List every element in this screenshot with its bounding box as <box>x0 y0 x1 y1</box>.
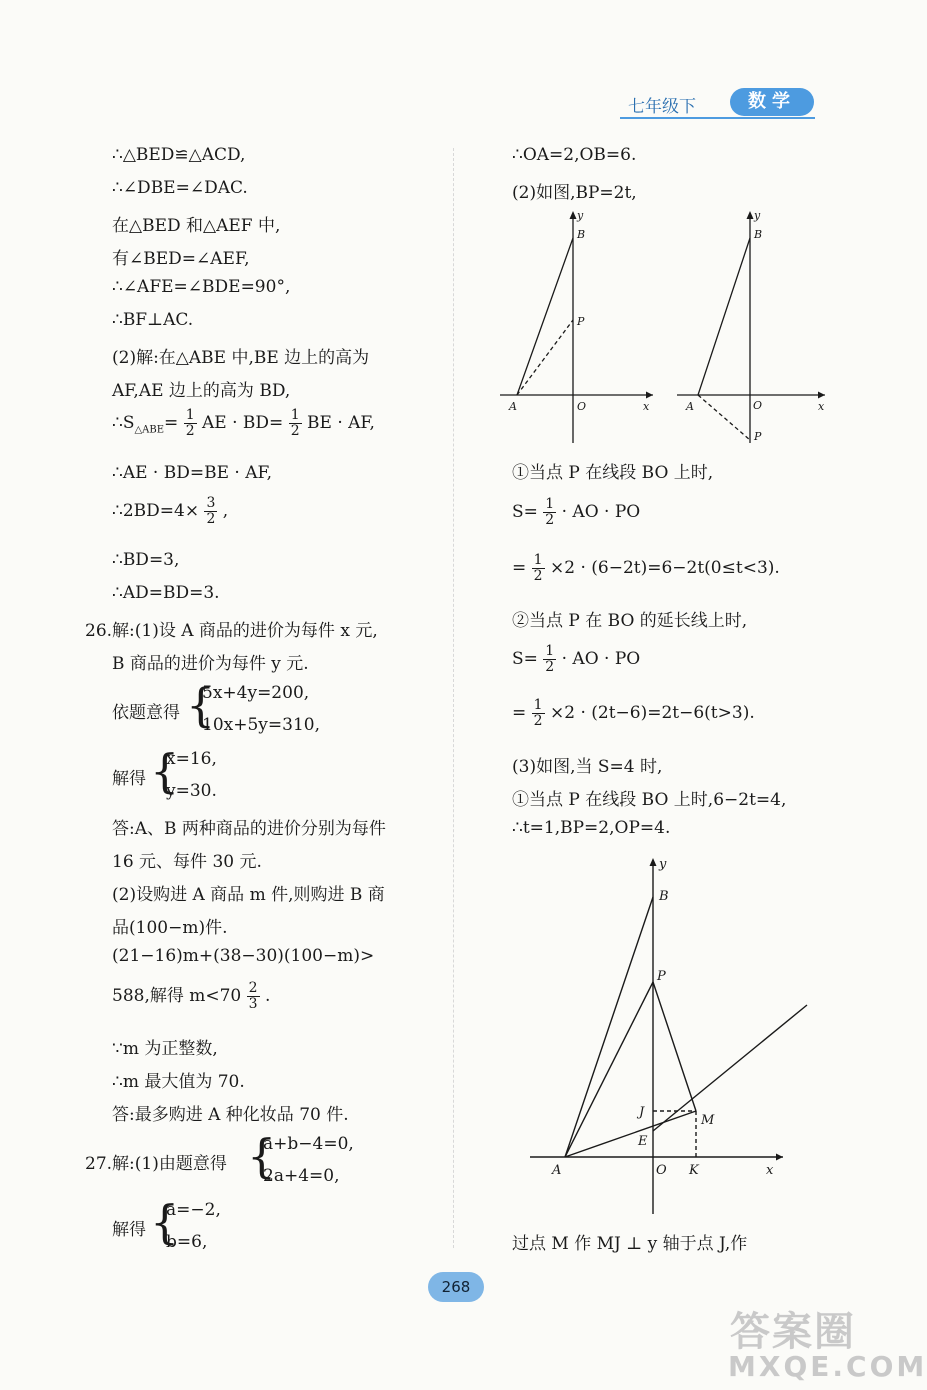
axis-label: y <box>754 209 761 222</box>
text-line: 过点 M 作 MJ ⊥ y 轴于点 J,作 <box>512 1234 748 1254</box>
text-line: AF,AE 边上的高为 BD, <box>112 381 291 401</box>
axis-label: x <box>766 1163 774 1178</box>
point-label: O <box>656 1163 667 1178</box>
point-label: O <box>577 400 587 413</box>
watermark-logo: 答案圈 <box>730 1309 856 1355</box>
equation: a+b−4=0, <box>263 1134 354 1154</box>
point-label: O <box>753 399 763 412</box>
text-line: ∴m 最大值为 70. <box>112 1072 245 1092</box>
text-line: 解得 <box>112 769 146 789</box>
fraction: $\frac{1}{2}$ <box>545 643 555 675</box>
text-line: ∴∠DBE=∠DAC. <box>112 178 248 198</box>
brace-icon: { <box>150 744 180 798</box>
watermark-url: MXQE.COM <box>728 1350 927 1383</box>
equation: 5x+4y=200, <box>202 683 310 703</box>
fraction: $\frac{3}{2}$ <box>206 495 216 527</box>
figure-p-on-bo <box>495 205 840 455</box>
text-line: (2)解:在△ABE 中,BE 边上的高为 <box>112 348 370 368</box>
figure-2-labels <box>685 209 825 443</box>
fraction: $\frac{1}{2}$ <box>533 697 543 729</box>
text-line: ∴BD=3, <box>112 550 180 570</box>
text-line: ∴2BD=4× $\frac{3}{2}$ , <box>112 495 229 527</box>
text-line: 在△BED 和△AEF 中, <box>112 216 281 236</box>
text-line: 答:最多购进 A 种化妆品 70 件. <box>112 1105 349 1125</box>
text-line: ①当点 P 在线段 BO 上时,6−2t=4, <box>512 790 787 810</box>
text-line: (2)设购进 A 商品 m 件,则购进 B 商 <box>112 885 385 905</box>
fraction: $\frac{2}{3}$ <box>248 980 258 1012</box>
equation: 10x+5y=310, <box>202 715 320 735</box>
axis-label: y <box>577 209 584 222</box>
grade-label: 七年级下 <box>628 97 696 117</box>
text-line: ∴BF⊥AC. <box>112 310 194 330</box>
text-line: ∴OA=2,OB=6. <box>512 145 637 165</box>
equation: 2a+4=0, <box>263 1166 340 1186</box>
column-divider <box>453 148 454 1248</box>
axis-label: x <box>643 400 650 413</box>
text-line: S= $\frac{1}{2}$ · AO · PO <box>512 643 641 675</box>
equation: b=6, <box>166 1232 208 1252</box>
text-line: B 商品的进价为每件 y 元. <box>112 654 309 674</box>
text-line: ②当点 P 在 BO 的延长线上时, <box>512 611 748 631</box>
brace-icon: { <box>247 1129 277 1183</box>
question-27: 27.解:(1)由题意得 <box>85 1154 227 1174</box>
fraction: $\frac{1}{2}$ <box>185 407 195 439</box>
point-label: A <box>552 1163 562 1178</box>
text-line: 依题意得 <box>112 703 180 723</box>
axis-label: y <box>659 857 667 872</box>
text-line: (2)如图,BP=2t, <box>512 183 637 203</box>
figure-1-labels <box>508 209 650 413</box>
fraction: $\frac{1}{2}$ <box>533 552 543 584</box>
brace-icon: { <box>186 678 216 732</box>
point-label: E <box>638 1134 648 1149</box>
text-line: ∴∠AFE=∠BDE=90°, <box>112 277 291 297</box>
point-label: A <box>509 400 517 413</box>
brace-icon: { <box>150 1195 180 1249</box>
text-line: 答:A、B 两种商品的进价分别为每件 <box>112 819 386 839</box>
fraction: $\frac{1}{2}$ <box>290 407 300 439</box>
equation: a=−2, <box>166 1200 221 1220</box>
text-line: = $\frac{1}{2}$ ×2 · (6−2t)=6−2t(0≤t<3). <box>512 552 780 584</box>
point-label: K <box>689 1163 699 1178</box>
equation: y=30. <box>166 781 217 801</box>
point-label: P <box>577 315 585 328</box>
text-line: ∴t=1,BP=2,OP=4. <box>512 818 671 838</box>
page-header <box>620 88 815 122</box>
text-line: ①当点 P 在线段 BO 上时, <box>512 463 714 483</box>
point-label: B <box>577 228 586 241</box>
point-label: M <box>701 1113 715 1128</box>
point-label: B <box>659 889 669 904</box>
point-label: A <box>686 400 694 413</box>
text-line: ∴AE · BD=BE · AF, <box>112 463 273 483</box>
text-line: (3)如图,当 S=4 时, <box>512 757 663 777</box>
text-line: 16 元、每件 30 元. <box>112 852 262 872</box>
text-line: 有∠BED=∠AEF, <box>112 249 250 269</box>
text-line: 解得 <box>112 1220 146 1240</box>
equation: x=16, <box>166 749 217 769</box>
fraction: $\frac{1}{2}$ <box>545 496 555 528</box>
subject-badge: 数学 <box>730 88 814 116</box>
point-label: P <box>754 430 762 443</box>
text-line: 品(100−m)件. <box>112 918 228 938</box>
point-label: B <box>754 228 763 241</box>
header-rule <box>620 117 815 119</box>
text-line: 588,解得 m<70 $\frac{2}{3}$ . <box>112 980 271 1012</box>
watermark <box>720 1300 927 1388</box>
text-line: = $\frac{1}{2}$ ×2 · (2t−6)=2t−6(t>3). <box>512 697 755 729</box>
figure-s-equals-4 <box>525 852 815 1217</box>
text-line: ∵m 为正整数, <box>112 1039 218 1059</box>
figure-3-labels <box>551 857 774 1178</box>
text-line: S= $\frac{1}{2}$ · AO · PO <box>512 496 641 528</box>
area-formula: $\therefore S_{\triangle ABE}=$ $\frac{1}{2}$ AE · BD= $\frac{1}{2}$ BE · AF, <box>112 407 375 439</box>
point-label: P <box>657 969 666 984</box>
text-line: ∴△BED≌△ACD, <box>112 145 246 165</box>
text-line: (21−16)m+(38−30)(100−m)> <box>112 946 375 966</box>
text-line: ∴AD=BD=3. <box>112 583 220 603</box>
axis-label: x <box>818 400 825 413</box>
point-label: J <box>639 1105 645 1120</box>
figure-2 <box>677 211 825 443</box>
question-26: 26.解:(1)设 A 商品的进价为每件 x 元, <box>85 621 378 641</box>
page-number: 268 <box>428 1272 484 1302</box>
figure-3-lines <box>530 858 807 1214</box>
